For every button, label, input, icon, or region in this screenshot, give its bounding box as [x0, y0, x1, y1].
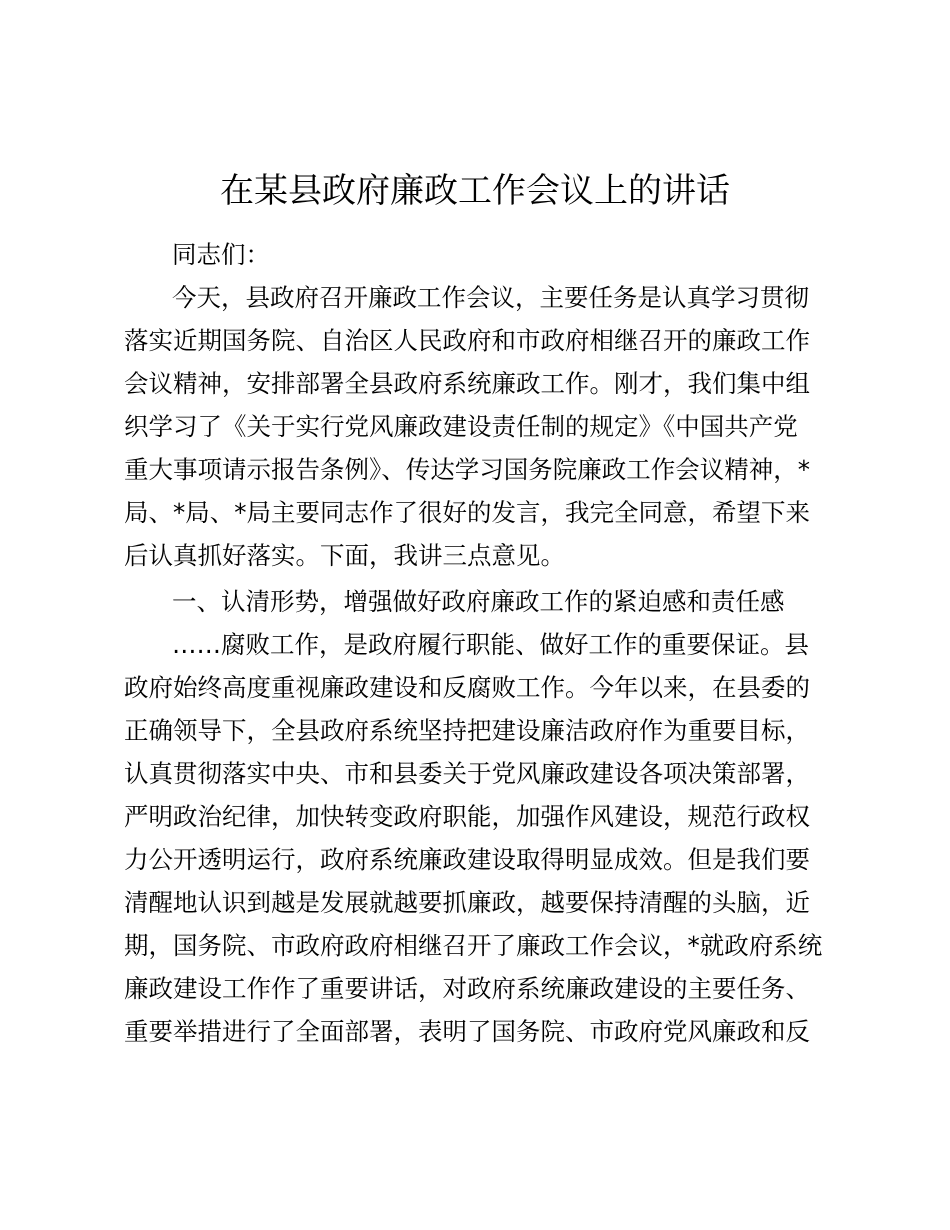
paragraph-line: ……腐败工作，是政府履行职能、做好工作的重要保证。县 [172, 630, 809, 659]
paragraph-line: 清醒地认识到越是发展就越要抓廉政，越要保持清醒的头脑，近 [124, 888, 810, 917]
section-heading: 一、认清形势，增强做好政府廉政工作的紧迫感和责任感 [172, 587, 785, 616]
paragraph-line: 落实近期国务院、自治区人民政府和市政府相继召开的廉政工作 [124, 326, 810, 355]
paragraph-line: 严明政治纪律，加快转变政府职能，加强作风建设，规范行政权 [124, 802, 810, 831]
paragraph-line: 力公开透明运行，政府系统廉政建设取得明显成效。但是我们要 [124, 845, 810, 874]
paragraph-line: 会议精神，安排部署全县政府系统廉政工作。刚才，我们集中组 [124, 369, 810, 398]
paragraph-line: 重大事项请示报告条例》、传达学习国务院廉政工作会议精神，* [124, 455, 810, 484]
paragraph-line: 织学习了《关于实行党风廉政建设责任制的规定》《中国共产党 [124, 412, 798, 441]
document-title: 在某县政府廉政工作会议上的讲话 [220, 171, 730, 211]
paragraph-line: 认真贯彻落实中央、市和县委关于党风廉政建设各项决策部署， [124, 759, 810, 788]
paragraph-line: 正确领导下，全县政府系统坚持把建设廉洁政府作为重要目标， [124, 716, 810, 745]
salutation: 同志们： [172, 240, 270, 269]
paragraph-line: 廉政建设工作作了重要讲话，对政府系统廉政建设的主要任务、 [124, 974, 810, 1003]
paragraph-line: 局、*局、*局主要同志作了很好的发言，我完全同意，希望下来 [124, 498, 810, 527]
paragraph-line: 期，国务院、市政府政府相继召开了廉政工作会议，*就政府系统 [124, 931, 823, 960]
paragraph-line: 后认真抓好落实。下面，我讲三点意见。 [124, 541, 565, 570]
paragraph-line: 政府始终高度重视廉政建设和反腐败工作。今年以来，在县委的 [124, 673, 810, 702]
paragraph-line: 重要举措进行了全面部署，表明了国务院、市政府党风廉政和反 [124, 1017, 810, 1046]
paragraph-line: 今天，县政府召开廉政工作会议，主要任务是认真学习贯彻 [172, 283, 809, 312]
